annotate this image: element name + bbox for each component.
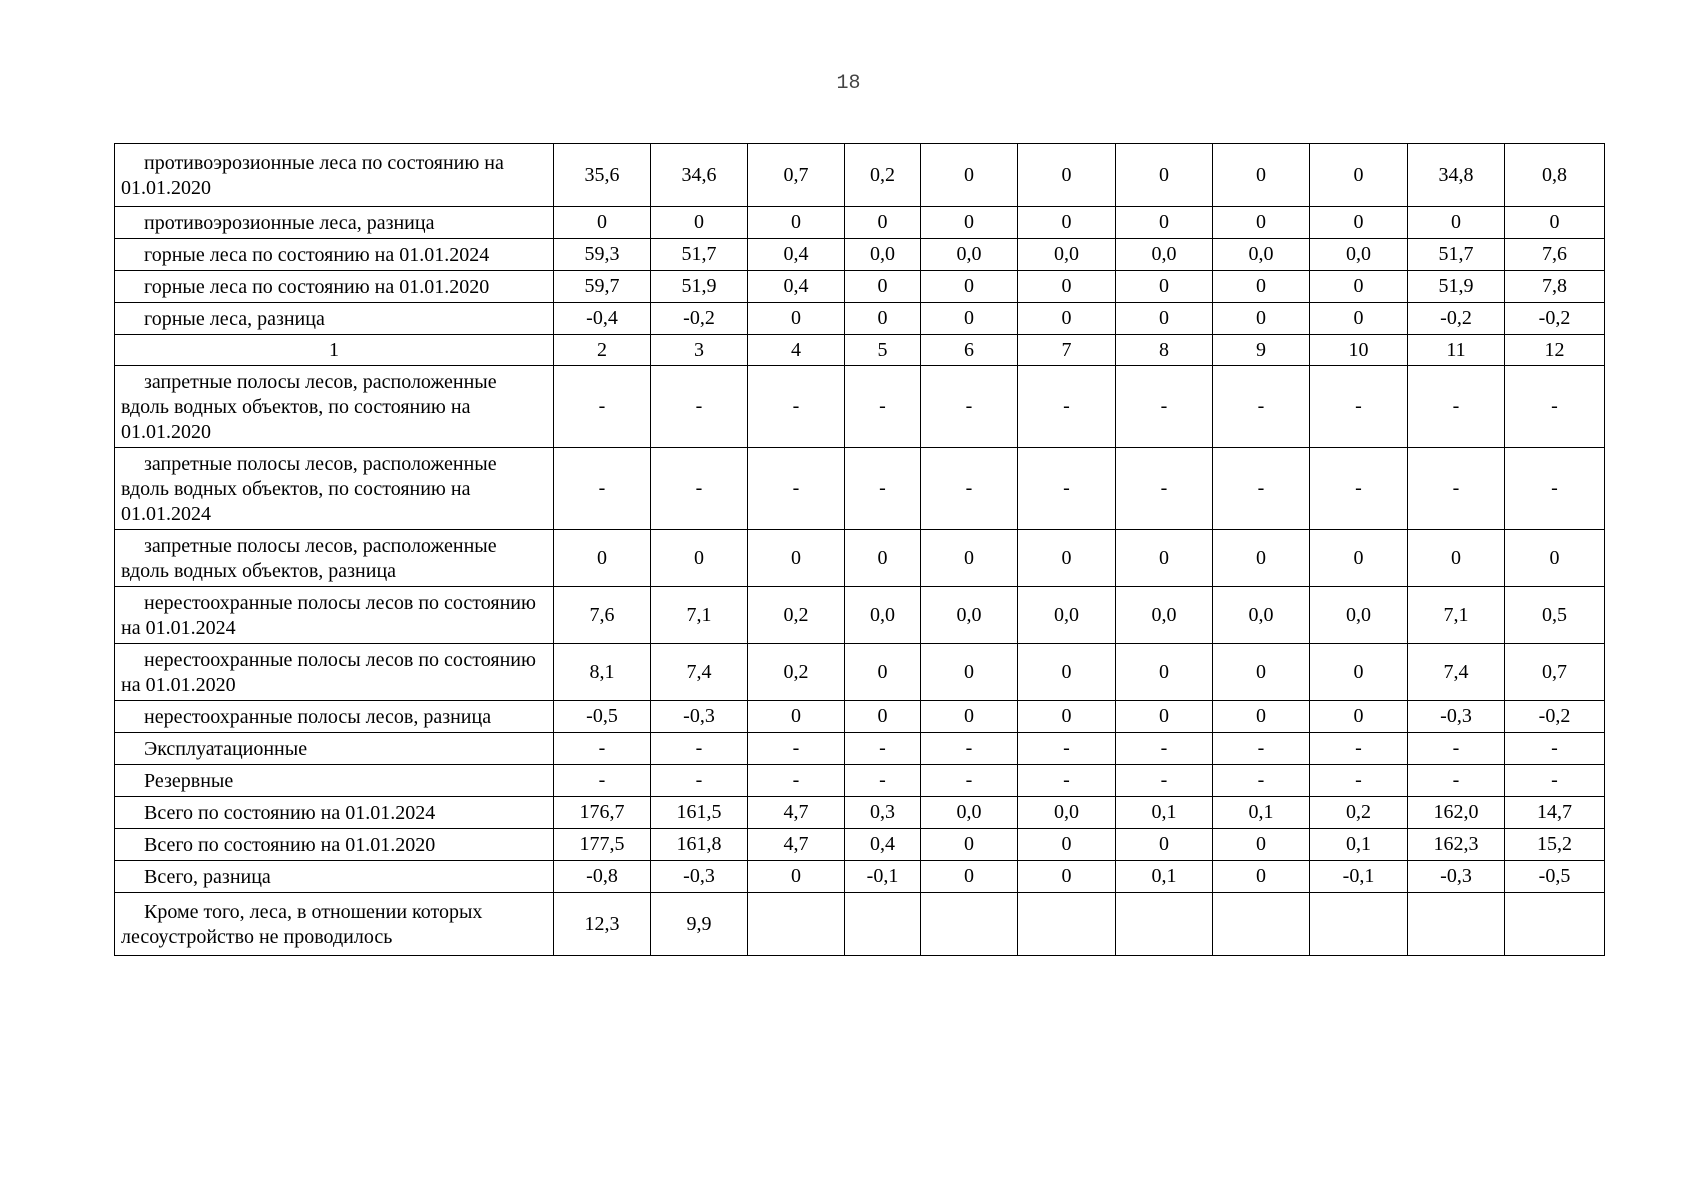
value-cell: 0 [1408,207,1505,239]
value-cell: - [921,448,1018,530]
value-cell: - [1213,733,1310,765]
value-cell: 0,1 [1213,797,1310,829]
column-number-cell: 6 [921,335,1018,366]
value-cell: 0 [1213,644,1310,701]
value-cell: 162,0 [1408,797,1505,829]
value-cell: 0 [651,530,748,587]
table-row [115,144,1605,207]
value-cell: 0 [748,861,845,893]
row-label-cell [115,701,554,733]
value-cell: 0 [921,144,1018,207]
value-cell: 34,8 [1408,144,1505,207]
value-cell: -0,3 [1408,701,1505,733]
value-cell: - [845,733,921,765]
row-label: нерестоохранные полосы лесов по состоянию на 01.01.2020 [121,649,536,696]
value-cell: - [1505,366,1605,448]
value-cell: 0 [1408,530,1505,587]
value-cell: - [1310,366,1408,448]
value-cell: 34,6 [651,144,748,207]
value-cell: 0 [1310,644,1408,701]
value-cell: 0 [1116,701,1213,733]
value-cell: - [1018,733,1116,765]
value-cell: 0,7 [1505,644,1605,701]
table-row [115,701,1605,733]
value-cell: 0,0 [1310,587,1408,644]
value-cell: 0 [921,701,1018,733]
value-cell: -0,2 [651,303,748,335]
value-cell: 0 [1018,861,1116,893]
row-label: нерестоохранные полосы лесов по состоянию на 01.01.2024 [121,592,536,639]
row-label: противоэрозионные леса, разница [144,212,435,234]
value-cell: 0 [1018,644,1116,701]
row-label-cell [115,765,554,797]
value-cell: 51,9 [1408,271,1505,303]
table-body [115,144,1605,956]
value-cell: 0,1 [1116,797,1213,829]
value-cell: 0 [845,303,921,335]
value-cell: 7,8 [1505,271,1605,303]
table-row [115,530,1605,587]
value-cell [1116,893,1213,956]
row-label-cell [115,271,554,303]
column-number-cell: 10 [1310,335,1408,366]
value-cell: 0,5 [1505,587,1605,644]
value-cell: 0 [1213,530,1310,587]
value-cell: - [554,366,651,448]
value-cell: 0,4 [748,271,845,303]
value-cell: 0 [1018,271,1116,303]
value-cell: 0 [1213,207,1310,239]
value-cell: 51,7 [651,239,748,271]
value-cell: 0 [1018,207,1116,239]
column-number: 1 [329,338,339,361]
column-number-cell: 7 [1018,335,1116,366]
value-cell: 35,6 [554,144,651,207]
value-cell: 7,1 [1408,587,1505,644]
value-cell: - [748,765,845,797]
value-cell: - [921,366,1018,448]
value-cell: - [845,448,921,530]
value-cell [921,893,1018,956]
value-cell: 0 [1310,207,1408,239]
row-label-cell [115,303,554,335]
value-cell: -0,1 [1310,861,1408,893]
row-label-cell [115,829,554,861]
value-cell: - [1018,765,1116,797]
row-label-cell [115,207,554,239]
value-cell: 0 [845,644,921,701]
value-cell: 0 [845,701,921,733]
value-cell: -0,3 [651,701,748,733]
row-label-cell [115,861,554,893]
value-cell: 0,0 [1018,239,1116,271]
value-cell: 0 [1018,829,1116,861]
table-row [115,797,1605,829]
value-cell [845,893,921,956]
value-cell: 7,4 [651,644,748,701]
value-cell: - [1213,765,1310,797]
value-cell [1018,893,1116,956]
value-cell: 7,6 [1505,239,1605,271]
value-cell: 0 [1310,701,1408,733]
value-cell: 15,2 [1505,829,1605,861]
value-cell: 4,7 [748,829,845,861]
value-cell: - [651,448,748,530]
value-cell: 0,0 [1213,239,1310,271]
value-cell: 7,1 [651,587,748,644]
value-cell: 0 [845,530,921,587]
value-cell: 59,3 [554,239,651,271]
value-cell: 0 [921,303,1018,335]
value-cell: 177,5 [554,829,651,861]
value-cell: 0,2 [748,587,845,644]
table-row [115,829,1605,861]
value-cell: 0 [921,829,1018,861]
value-cell: 0 [845,271,921,303]
value-cell: - [921,733,1018,765]
table-row [115,239,1605,271]
value-cell: - [748,366,845,448]
value-cell: - [1408,366,1505,448]
row-label-cell [115,239,554,271]
row-label: запретные полосы лесов, расположенные вдоль водных объектов, разница [121,535,497,582]
value-cell: 0,7 [748,144,845,207]
row-label: Резервные [144,770,234,792]
row-label: Эксплуатационные [144,738,308,760]
value-cell: 0,0 [845,587,921,644]
value-cell: 0 [1116,144,1213,207]
column-number-cell: 11 [1408,335,1505,366]
column-number-cell: 5 [845,335,921,366]
value-cell: 7,6 [554,587,651,644]
column-number-cell: 9 [1213,335,1310,366]
value-cell: - [1018,366,1116,448]
value-cell: 0 [1505,530,1605,587]
row-label-cell [115,797,554,829]
row-label: Кроме того, леса, в отношении которых лесоустройство не проводилось [121,901,483,948]
value-cell: - [1116,366,1213,448]
value-cell: 0,0 [1310,239,1408,271]
value-cell: - [1018,448,1116,530]
row-label-cell [115,366,554,448]
row-label-cell [115,733,554,765]
value-cell: 9,9 [651,893,748,956]
row-label: горные леса по состоянию на 01.01.2020 [144,276,490,298]
value-cell: -0,1 [845,861,921,893]
value-cell: 0,0 [1018,587,1116,644]
value-cell: 0,0 [1116,239,1213,271]
value-cell: 0 [1018,303,1116,335]
value-cell: - [1213,448,1310,530]
row-label: Всего, разница [144,866,271,888]
value-cell: - [1116,448,1213,530]
table-row [115,303,1605,335]
value-cell: 0 [1116,829,1213,861]
value-cell: -0,3 [651,861,748,893]
value-cell: -0,5 [1505,861,1605,893]
value-cell: 0 [1213,701,1310,733]
column-number-cell: 8 [1116,335,1213,366]
value-cell: 0,1 [1116,861,1213,893]
value-cell [748,893,845,956]
value-cell: 0 [651,207,748,239]
value-cell: 0 [1310,530,1408,587]
table-row [115,893,1605,956]
value-cell: - [651,765,748,797]
table-row [115,271,1605,303]
value-cell: - [1310,733,1408,765]
value-cell: - [554,448,651,530]
value-cell: 4,7 [748,797,845,829]
value-cell: 0 [1116,207,1213,239]
column-number-cell: 4 [748,335,845,366]
value-cell: 0 [1213,144,1310,207]
value-cell: 0 [1018,144,1116,207]
value-cell: 0 [748,303,845,335]
value-cell: -0,3 [1408,861,1505,893]
value-cell: 0,2 [845,144,921,207]
value-cell: 0,4 [845,829,921,861]
value-cell: 0 [845,207,921,239]
value-cell: 0 [1310,271,1408,303]
value-cell: -0,2 [1505,303,1605,335]
value-cell: - [1310,448,1408,530]
row-label-cell [115,448,554,530]
value-cell: 0,0 [1116,587,1213,644]
value-cell: - [1408,448,1505,530]
value-cell: -0,8 [554,861,651,893]
value-cell: 0,2 [1310,797,1408,829]
value-cell: 0 [1018,701,1116,733]
value-cell: - [1505,733,1605,765]
value-cell: 162,3 [1408,829,1505,861]
value-cell: 0 [1116,271,1213,303]
value-cell: 0 [748,530,845,587]
value-cell: -0,5 [554,701,651,733]
table-row [115,733,1605,765]
row-label: горные леса, разница [144,308,325,330]
table-row [115,644,1605,701]
column-number-row [115,335,1605,366]
value-cell: 161,8 [651,829,748,861]
value-cell: 7,4 [1408,644,1505,701]
value-cell: 0,0 [1213,587,1310,644]
value-cell: - [651,733,748,765]
value-cell: 12,3 [554,893,651,956]
row-label-cell [115,144,554,207]
value-cell: - [845,765,921,797]
value-cell: -0,2 [1408,303,1505,335]
value-cell: 0 [1505,207,1605,239]
value-cell: 0,4 [748,239,845,271]
value-cell: 0 [921,207,1018,239]
row-label-cell [115,644,554,701]
value-cell: 0,0 [1018,797,1116,829]
row-label-cell [115,893,554,956]
value-cell: 0 [921,271,1018,303]
value-cell: 0 [1213,271,1310,303]
column-number-cell: 3 [651,335,748,366]
table-row [115,448,1605,530]
value-cell: 0 [1213,303,1310,335]
value-cell: 0 [921,861,1018,893]
value-cell: 8,1 [554,644,651,701]
value-cell: - [1408,733,1505,765]
value-cell: 0 [1116,530,1213,587]
value-cell: 0 [1310,144,1408,207]
column-number-cell: 2 [554,335,651,366]
value-cell: -0,4 [554,303,651,335]
value-cell: 51,9 [651,271,748,303]
row-label: Всего по состоянию на 01.01.2020 [144,834,436,856]
table-row [115,587,1605,644]
table-row [115,765,1605,797]
row-label-cell [115,587,554,644]
value-cell: -0,2 [1505,701,1605,733]
value-cell: - [748,448,845,530]
value-cell: - [921,765,1018,797]
column-number-cell: 12 [1505,335,1605,366]
table-row [115,861,1605,893]
value-cell [1505,893,1605,956]
page-number: 18 [836,72,861,95]
value-cell: 161,5 [651,797,748,829]
row-label: горные леса по состоянию на 01.01.2024 [144,244,490,266]
value-cell: 176,7 [554,797,651,829]
value-cell: - [554,733,651,765]
value-cell: 0 [748,207,845,239]
value-cell: - [1116,733,1213,765]
value-cell: 0,1 [1310,829,1408,861]
row-label: нерестоохранные полосы лесов, разница [144,706,492,728]
value-cell: - [651,366,748,448]
value-cell: 0,8 [1505,144,1605,207]
row-label: противоэрозионные леса по состоянию на 01.01.2020 [121,152,504,199]
value-cell: - [1505,765,1605,797]
value-cell [1408,893,1505,956]
value-cell: 0,3 [845,797,921,829]
value-cell: 59,7 [554,271,651,303]
value-cell: 14,7 [1505,797,1605,829]
value-cell: 0 [554,207,651,239]
value-cell: 0 [1213,861,1310,893]
table-row [115,366,1605,448]
row-label: Всего по состоянию на 01.01.2024 [144,802,436,824]
value-cell: 51,7 [1408,239,1505,271]
value-cell: 0 [1213,829,1310,861]
forest-area-table [114,143,1605,956]
column-number-cell [115,335,554,366]
value-cell: - [1213,366,1310,448]
value-cell: 0 [1116,644,1213,701]
value-cell: 0 [1018,530,1116,587]
value-cell: - [1116,765,1213,797]
value-cell: 0,0 [921,239,1018,271]
value-cell: 0,0 [921,797,1018,829]
value-cell: 0 [1116,303,1213,335]
value-cell: 0 [921,530,1018,587]
value-cell: - [1310,765,1408,797]
value-cell: 0,0 [921,587,1018,644]
value-cell: 0,2 [748,644,845,701]
value-cell: 0 [748,701,845,733]
value-cell: - [748,733,845,765]
value-cell: 0,0 [845,239,921,271]
table-row [115,207,1605,239]
value-cell: 0 [1310,303,1408,335]
value-cell [1213,893,1310,956]
row-label: запретные полосы лесов, расположенные вдоль водных объектов, по состоянию на 01.01.2024 [121,453,497,525]
value-cell [1310,893,1408,956]
row-label-cell [115,530,554,587]
value-cell: - [554,765,651,797]
value-cell: 0 [554,530,651,587]
value-cell: - [1505,448,1605,530]
value-cell: - [845,366,921,448]
value-cell: - [1408,765,1505,797]
value-cell: 0 [921,644,1018,701]
row-label: запретные полосы лесов, расположенные вдоль водных объектов, по состоянию на 01.01.2020 [121,371,497,443]
